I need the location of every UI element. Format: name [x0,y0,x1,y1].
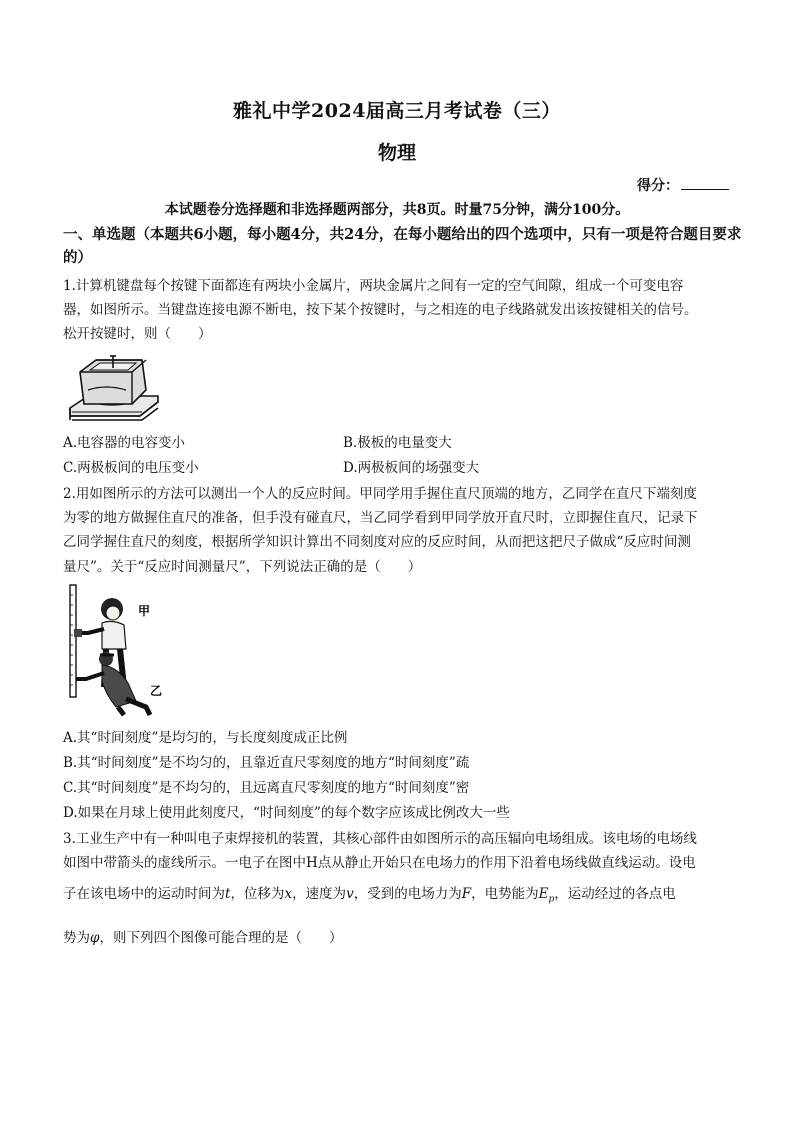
q2-line-3: 乙同学握住直尺的刻度，根据所学知识计算出不同刻度对应的反应时间，从而把这把尺子做成“反应时间测 [63,534,691,550]
label-jia: 甲 [138,604,151,618]
q1-option-c[interactable]: C.两极板间的电压变小 [63,460,199,476]
q3-line-3-part-4: ，受到的电场力为 [353,886,462,902]
q3-line-2: 如图中带箭头的虚线所示。一电子在图中H点从静止开始只在电场力的作用下沿着电场线做直线运动。设电 [63,855,696,871]
var-phi: φ [90,930,100,946]
q1-option-d[interactable]: D.两极板间的场强变大 [343,460,480,476]
exam-note: 本试题卷分选择题和非选择题两部分，共8页。时量75分钟，满分100分。 [164,202,630,218]
q2-line-1: 2.用如图所示的方法可以测出一个人的反应时间。甲同学用手握住直尺顶端的地方，乙同学在直尺下端刻度 [63,486,697,502]
section-heading: 一、单选题（本题共6小题，每小题4分，共24分，在每小题给出的四个选项中，只有一项是符合题目要求的） [63,226,742,266]
q3-line-3 [63,882,676,905]
score-blank [681,177,729,190]
label-yi: 乙 [150,684,163,698]
q1-line-3: 松开按键时，则（ ） [63,326,212,342]
var-x: x [284,886,293,902]
q2-option-b[interactable]: B.其“时间刻度”是不均匀的，且靠近直尺零刻度的地方“时间刻度”疏 [63,755,470,771]
q1-line-1: 1.计算机键盘每个按键下面都连有两块小金属片，两块金属片之间有一定的空气间隙，组成一个可变电容 [63,278,684,294]
q3-line-4-part-1: 势为 [63,930,90,946]
q2-option-d[interactable]: D.如果在月球上使用此刻度尺，“时间刻度”的每个数字应该成比例改大一些 [63,805,510,821]
q2-line-4: 量尺”。关于“反应时间测量尺”，下列说法正确的是（ ） [63,559,422,575]
subject-title: 物理 [377,142,416,164]
q3-line-3-part-5: ，电势能为 [471,886,539,902]
q1-option-b[interactable]: B.极板的电量变大 [343,435,452,451]
q3-line-3-part-3: ，速度为 [292,886,347,902]
q1-line-2: 器，如图所示。当键盘连接电源不断电，按下某个按键时，与之相连的电子线路就发出该按键相关的信号。 [63,302,698,318]
q3-line-4-part-2: ，则下列四个图像可能合理的是（ ） [99,930,343,946]
exam-title: 雅礼中学2024届高三月考试卷（三） [233,100,561,122]
var-t: t [225,886,231,902]
keyboard-key-figure [66,350,162,424]
var-v: v [346,886,354,902]
var-ep: E [538,886,549,902]
q3-line-1: 3.工业生产中有一种叫电子束焊接机的装置，其核心部件由如图所示的高压辐向电场组成。该电场的电场线 [63,831,697,847]
q3-line-3-part-1: 子在该电场中的运动时间为 [63,886,225,902]
q1-option-a[interactable]: A.电容器的电容变小 [63,435,186,451]
q2-option-a[interactable]: A.其“时间刻度”是均匀的，与长度刻度成正比例 [63,730,348,746]
var-f: F [461,886,472,902]
score-label: 得分： [637,178,679,194]
reaction-time-figure [66,583,166,717]
q3-line-4 [63,926,342,946]
score-field [637,175,729,195]
q3-line-3-part-2: ，位移为 [230,886,285,902]
var-ep-subscript: p [548,894,555,905]
q2-line-2: 为零的地方做握住直尺的准备，但手没有碰直尺，当乙同学看到甲同学放开直尺时，立即握住直尺，记录下 [63,510,698,526]
q2-option-c[interactable]: C.其“时间刻度”是不均匀的，且远离直尺零刻度的地方“时间刻度”密 [63,780,470,796]
q3-line-3-part-6: ，运动经过的各点电 [554,886,676,902]
